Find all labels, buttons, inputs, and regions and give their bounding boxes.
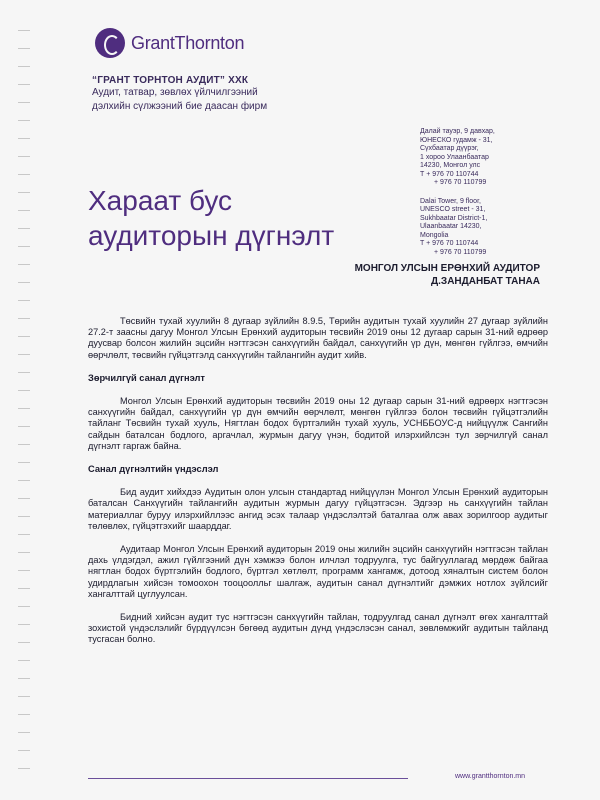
address-line: Dalai Tower, 9 floor, [420, 197, 481, 205]
address-line: 14230, Монгол улс [420, 162, 481, 169]
logo-text: GrantThornton [131, 32, 245, 53]
title-line: аудиторын дүгнэлт [88, 220, 335, 251]
footer-divider [88, 778, 408, 779]
body-paragraph: Төсвийн тухай хуулийн 8 дугаар зүйлийн 8.9.5, Төрийн аудитын тухай хуулийн 27 дугаар зүйлийн 27.2-т заасны дагуу Монгол Улсын Ерөнхий аудиторын төсвийн 2019 оны 12 дугаар сарын 31-ний өдрөөр дуусвар болсон жилийн эцсийн нэгтгэсэн санхүүгийн байдал, санхүүгийн үр дүн, мөнгөн гүйлгээ, өмчийн өөрчлөлт, төсвийн гүйцэтгэлд санхүүгийн тайлангийн аудит хийв. [88, 316, 548, 360]
company-desc-line: Аудит, татвар, зөвлөх үйлчилгээний [92, 87, 258, 98]
phone-line: + 976 70 110799 [434, 248, 487, 256]
binder-margin-marks [18, 30, 32, 790]
title-line: Хараат бус [88, 185, 233, 216]
document-body [88, 316, 548, 658]
address-line: UNESCO street - 31, [420, 206, 486, 213]
logo-mark-icon [95, 28, 125, 58]
address-line: Сүхбаатар дүүрэг, [420, 145, 479, 152]
address-line: Далай тауэр, 9 давхар, [420, 128, 495, 135]
address-line: Mongolia [420, 231, 449, 239]
company-desc-line: дэлхийн сүлжээний бие даасан фирм [92, 101, 268, 112]
recipient-block [355, 262, 540, 288]
document-title [88, 183, 334, 253]
body-paragraph: Бидний хийсэн аудит тус нэгтгэсэн санхүүгийн тайлан, тодруулгад санал дүгнэлт өгөх хангалттай зохистой үндэслэлийг бүрдүүлсэн бөгөөд аудитын дүнд үндэслэсэн санал, зөвлөмжийг аудитын тайланд тусгасан болно. [88, 612, 548, 645]
phone-line: Т + 976 70 110744 [420, 170, 479, 178]
address-english [420, 198, 540, 258]
address-line: 1 хороо Улаанбаатар [420, 153, 489, 161]
company-name: “ГРАНТ ТОРНТОН АУДИТ” ХХК [92, 75, 249, 86]
address-line: Sukhbaatar District-1, [420, 214, 488, 222]
body-paragraph: Аудитаар Монгол Улсын Ерөнхий аудиторын 2019 оны жилийн эцсийн санхүүгийн нэгтгэсэн тайлан дахь үлдэгдэл, ажил гүйлгээний дүн хэмжээ болон илчлэл тодруулга, тус байгууллагад мөрдөж байгаа нягтлан бодох бүртгэлийн бодлого, бүртгэл хөтлөлт, программ хангамж, дотоод хяналтын систем болон удирдлагын хийсэн томоохон тооцоолльг шалгаж, аудитын санал дүгнэлтийг дэмжих нотлох зүйлсийг хангалттай цуглуулсан. [88, 544, 548, 599]
section-heading: Санал дүгнэлтийн үндэслэл [88, 464, 219, 475]
section-heading: Зөрчилгүй санал дүгнэлт [88, 372, 205, 383]
recipient-name: Д.ЗАНДАНБАТ ТАНАА [431, 276, 540, 287]
company-block [92, 75, 352, 114]
address-line: Ulaanbaatar 14230, [420, 223, 482, 230]
phone-line: T + 976 70 110744 [420, 240, 479, 247]
grant-thornton-logo [95, 28, 244, 58]
body-paragraph: Монгол Улсын Ерөнхий аудиторын төсвийн 2019 оны 12 дугаар сарын 31-ний өдрөөрх нэгтгэсэн санхүүгийн байдал, санхүүгийн үр дүн өмчийн өөрчлөлт, мөнгөн гүйлгээ болон төсвийн гүйцэтгэлийн тайланг Төсвийн тухай хууль, Нягтлан бодох бүртгэлийн тухай хууль, УСНББОУС-д нийцүүлж Сангийн сайдын баталсан бодлого, аргачлал, журмын дагуу үнэн, бодитой илэрхийлсэн тул зөрчилгүй санал дүгнэлт гаргаж байна. [88, 396, 548, 451]
phone-line: + 976 70 110799 [434, 179, 487, 186]
address-mongolian [420, 128, 540, 188]
footer-website-link[interactable]: www.grantthornton.mn [455, 773, 526, 780]
company-description [92, 86, 352, 114]
address-line: ЮНЕСКО гудамж - 31, [420, 136, 493, 144]
address-block [420, 128, 540, 267]
recipient-title: МОНГОЛ УЛСЫН ЕРӨНХИЙ АУДИТОР [354, 263, 540, 274]
body-paragraph: Бид аудит хийхдээ Аудитын олон улсын стандартад нийцүүлэн Монгол Улсын Ерөнхий аудиторын баталсан Санхүүгийн тайлангийн аудитын журмын дагуу гүйцэтгэсэн. Эдгээр нь санхүүгийн тайлан материаллаг буруу илэрхийллээс ангид эсэх талаар үндэслэлтэй баталгаа олж авах зорилгоор аудитыг төлөвлөх, гүйцэтгэхийг шаарддаг. [88, 487, 548, 531]
